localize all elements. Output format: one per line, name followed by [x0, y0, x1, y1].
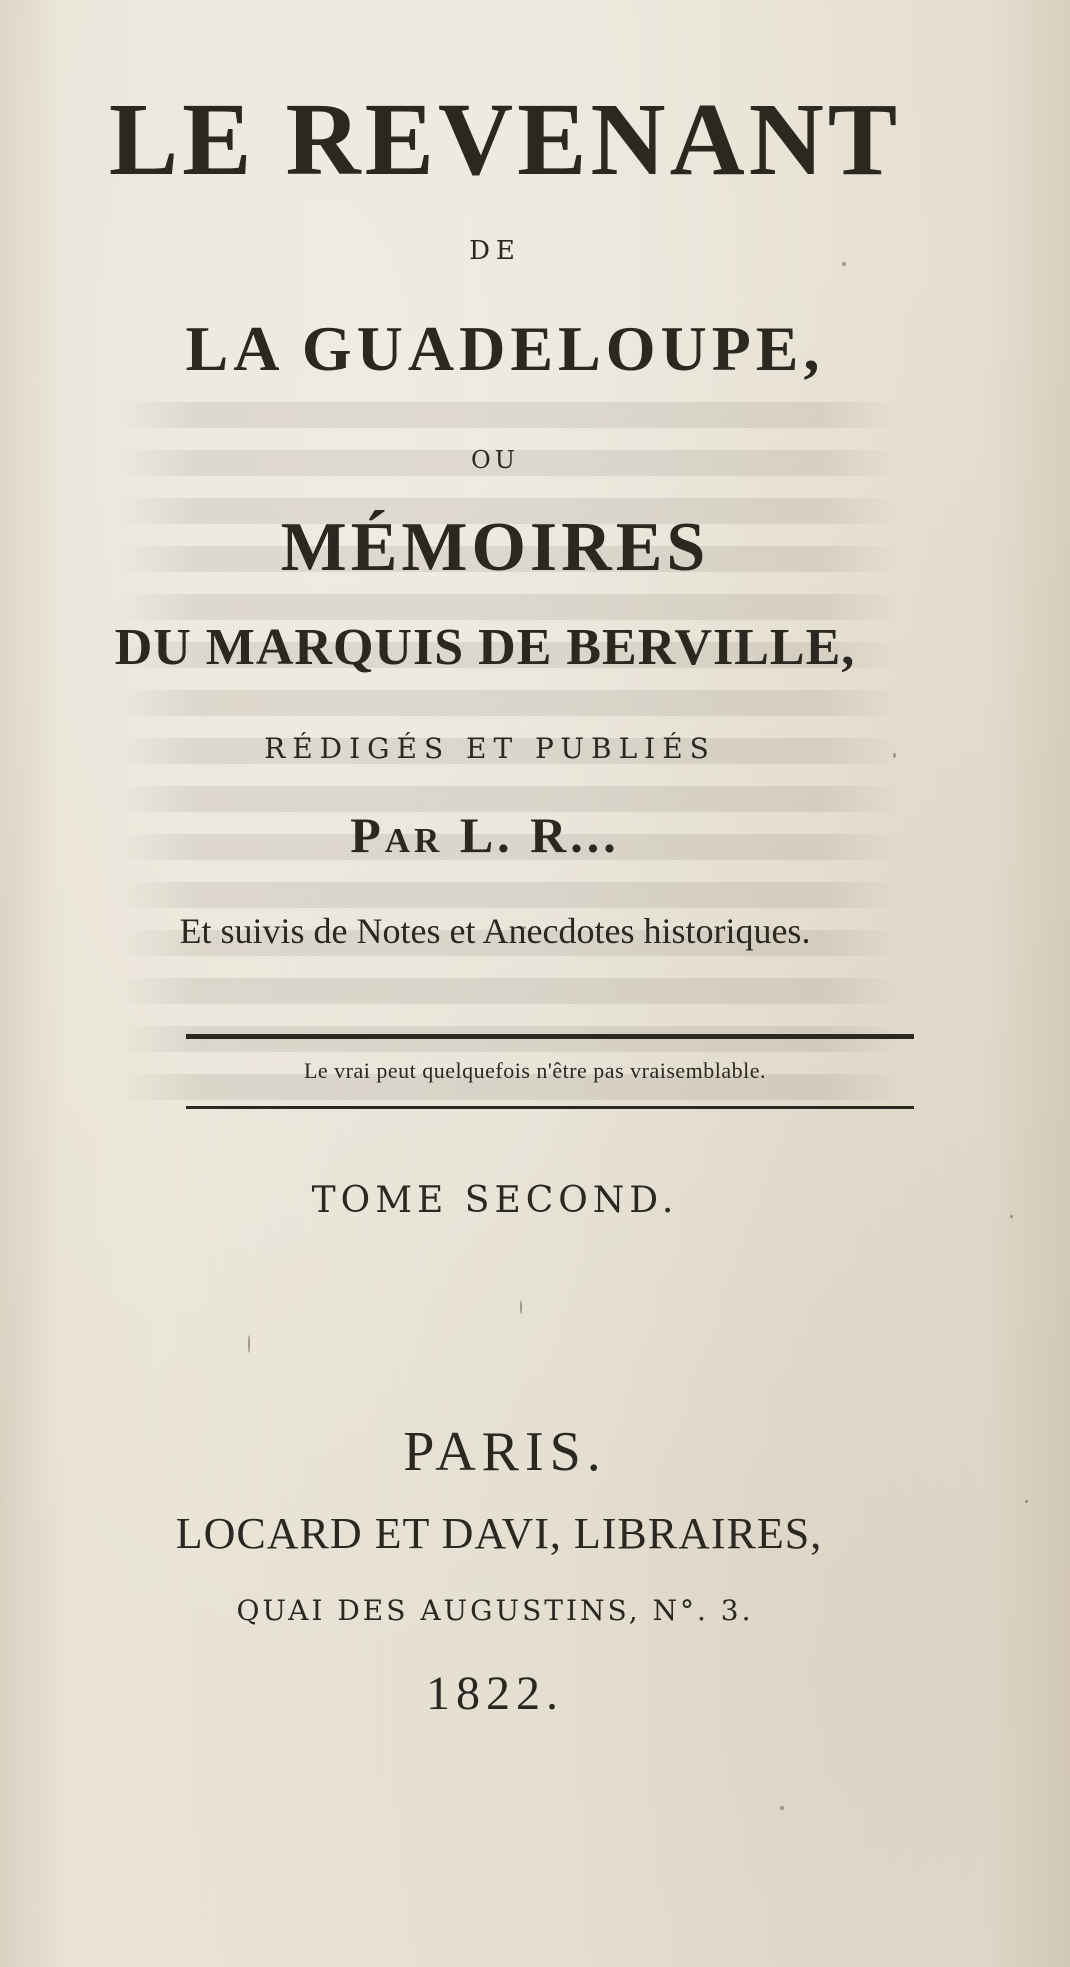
title-memoires: MÉMOIRES: [280, 509, 710, 586]
imprint-year: 1822.: [426, 1667, 564, 1720]
title-place: LA GUADELOUPE,: [185, 313, 825, 384]
volume-label: TOME SECOND.: [311, 1180, 679, 1221]
rediges-line: RÉDIGÉS ET PUBLIÉS: [264, 732, 716, 765]
notes-line: Et suivis de Notes et Anecdotes historiques.: [179, 911, 811, 951]
author-line: Par L. R...: [350, 807, 620, 863]
imprint-city: PARIS.: [403, 1421, 607, 1483]
book-title: LE REVENANT: [108, 82, 902, 197]
top-rule: [186, 1034, 914, 1039]
epigraph: Le vrai peut quelquefois n'être pas vraisemblable.: [303, 1058, 767, 1083]
bottom-rule: [186, 1106, 914, 1109]
imprint-publisher: LOCARD ET DAVI, LIBRAIRES,: [175, 1509, 823, 1558]
book-subtitle: DU MARQUIS DE BERVILLE,: [114, 619, 856, 676]
title-connector-de: DE: [469, 236, 521, 266]
title-connector-ou: OU: [471, 446, 519, 474]
imprint-address: QUAI DES AUGUSTINS, N°. 3.: [236, 1594, 754, 1627]
